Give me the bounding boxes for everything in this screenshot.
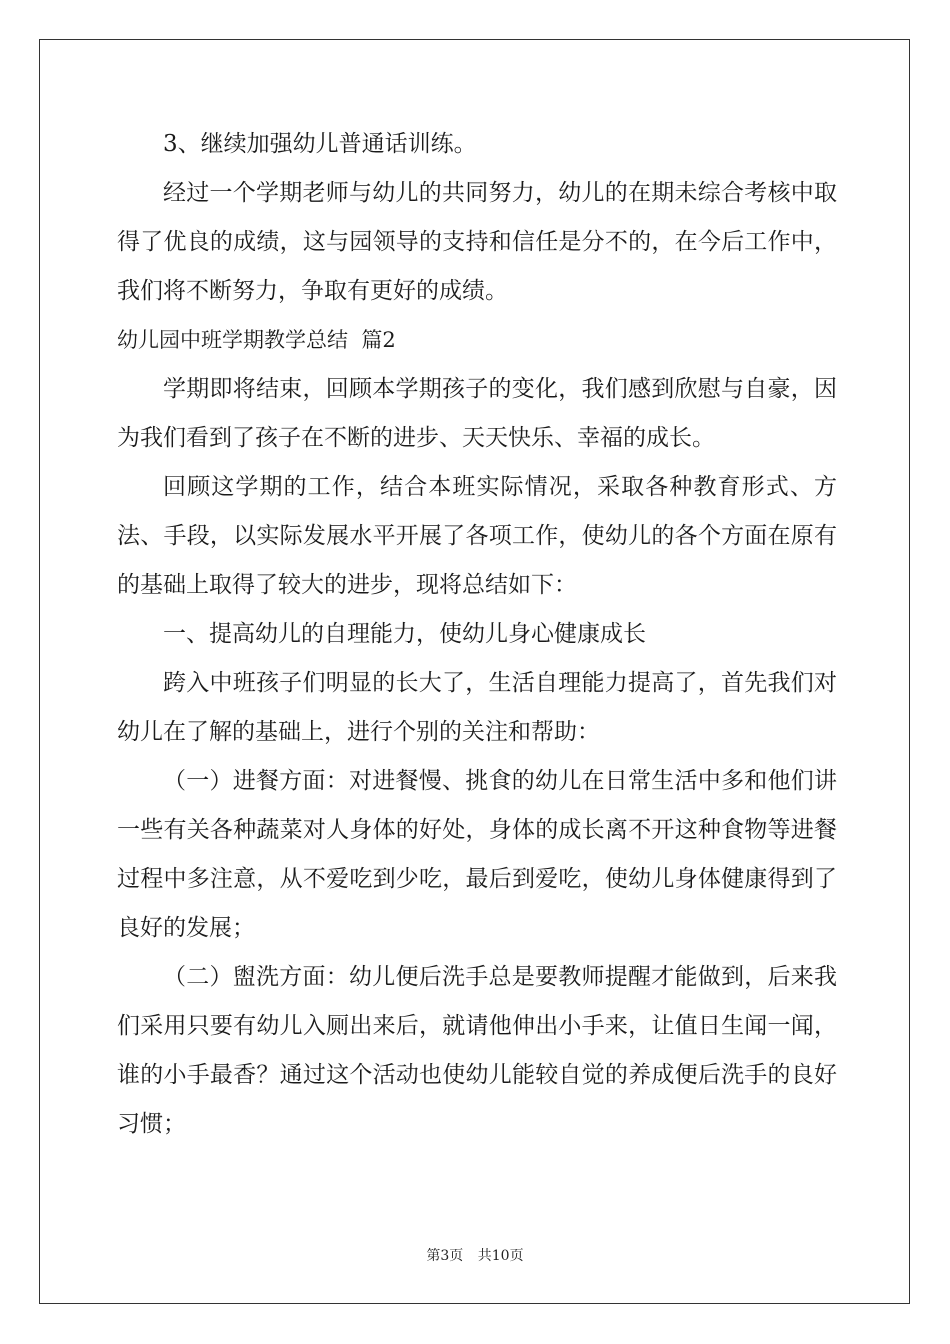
paragraph-1: 3、继续加强幼儿普通话训练。: [163, 131, 477, 157]
paragraph-4: 回顾这学期的工作，结合本班实际情况，采取各种教育形式、方法、手段，以实际发展水平开展了各项工作，使幼儿的各个方面在原有的基础上取得了较大的进步，现将总结如下：: [117, 474, 837, 598]
paragraph-2: 经过一个学期老师与幼儿的共同努力，幼儿的在期未综合考核中取得了优良的成绩，这与园领导的支持和信任是分不的，在今后工作中，我们将不断努力，争取有更好的成绩。: [117, 180, 837, 304]
page-number: 第3页: [426, 1248, 464, 1264]
page-total: 共10页: [477, 1248, 524, 1264]
section-heading: 幼儿园中班学期教学总结 篇2: [117, 328, 396, 352]
paragraph-3: 学期即将结束，回顾本学期孩子的变化，我们感到欣慰与自豪，因为我们看到了孩子在不断的进步、天天快乐、幸福的成长。: [117, 376, 837, 451]
paragraph-5: 跨入中班孩子们明显的长大了，生活自理能力提高了，首先我们对幼儿在了解的基础上，进行个别的关注和帮助：: [117, 670, 837, 745]
paragraph-7: （二）盥洗方面：幼儿便后洗手总是要教师提醒才能做到，后来我们采用只要有幼儿入厕出来后，就请他伸出小手来，让值日生闻一闻，谁的小手最香？通过这个活动也使幼儿能较自觉的养成便后洗手的良好习惯；: [117, 964, 837, 1137]
page-footer: [0, 1246, 950, 1266]
subheading-1: 一、提高幼儿的自理能力，使幼儿身心健康成长: [163, 621, 646, 647]
paragraph-6: （一）进餐方面：对进餐慢、挑食的幼儿在日常生活中多和他们讲一些有关各种蔬菜对人身体的好处，身体的成长离不开这种食物等进餐过程中多注意，从不爱吃到少吃，最后到爱吃，使幼儿身体健康得到了良好的发展；: [117, 768, 837, 941]
document-body: [117, 120, 837, 1149]
